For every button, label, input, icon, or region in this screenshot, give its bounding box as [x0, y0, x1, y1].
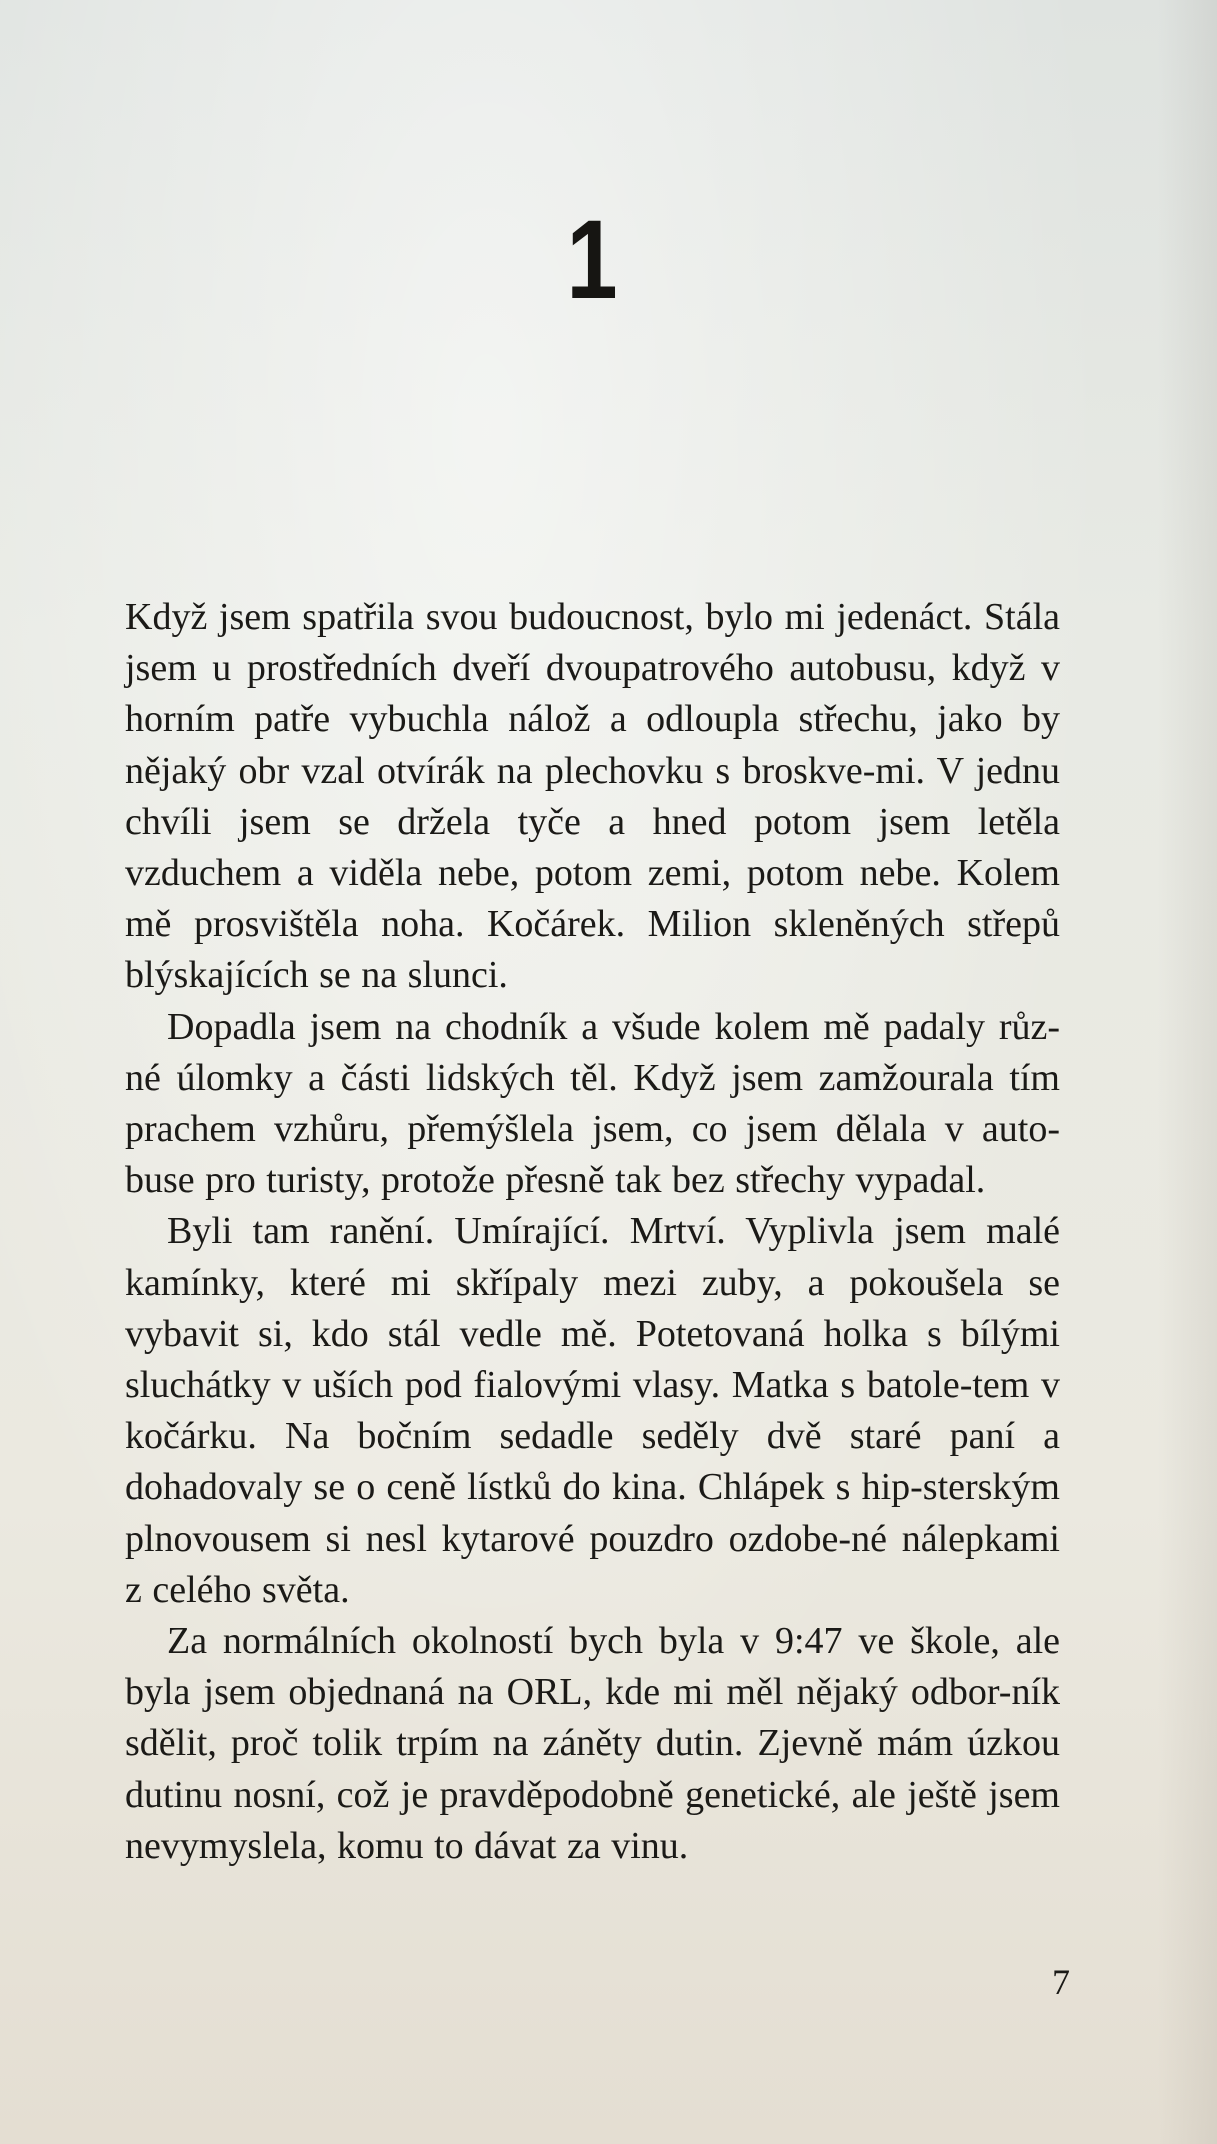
page-edge-shadow [1157, 0, 1217, 2144]
paragraph-1: Když jsem spatřila svou budoucnost, bylo mi jedenáct. Stála jsem u prostředních dveří dvoupatrového autobusu, když v horním patře vybuchla nálož a odloupla střechu, jako by nějaký obr vzal otvírák na plechovku s broskve-mi. V jednu chvíli jsem se držela tyče a hned potom jsem letěla vzduchem a viděla nebe, potom zemi, potom nebe. Kolem mě prosvištěla noha. Kočárek. Milion skleněných střepů blýskajících se na slunci. [125, 596, 1060, 997]
paragraph-3: Byli tam ranění. Umírající. Mrtví. Vyplivla jsem malé kamínky, které mi skřípaly mezi zuby, a pokoušela se vybavit si, kdo stál vedle mě. Potetovaná holka s bílými sluchátky v uších pod fialovými vlasy. Matka s batole-tem v kočárku. Na bočním sedadle seděly dvě staré paní a dohadovaly se o ceně lístků do kina. Chlápek s hip-sterským plnovousem si nesl kytarové pouzdro ozdobe-né nálepkami z celého světa. [125, 1210, 1060, 1611]
chapter-number: 1 [566, 197, 618, 322]
chapter-body [125, 592, 1060, 1872]
paragraph-2: Dopadla jsem na chodník a všude kolem mě padaly růz-né úlomky a části lidských těl. Když jsem zamžourala tím prachem vzhůru, přemýšlela jsem, co jsem dělala v auto-buse pro turisty, protože přesně tak bez střechy vypadal. [125, 1005, 1060, 1202]
paragraph-4: Za normálních okolností bych byla v 9:47 ve škole, ale byla jsem objednaná na ORL, kde mi měl nějaký odbor-ník sdělit, proč tolik trpím na záněty dutin. Zjevně mám úzkou dutinu nosní, což je pravděpodobně genetické, ale ještě jsem nevymyslela, komu to dávat za vinu. [125, 1620, 1060, 1867]
page-number: 7 [1052, 1962, 1070, 2002]
